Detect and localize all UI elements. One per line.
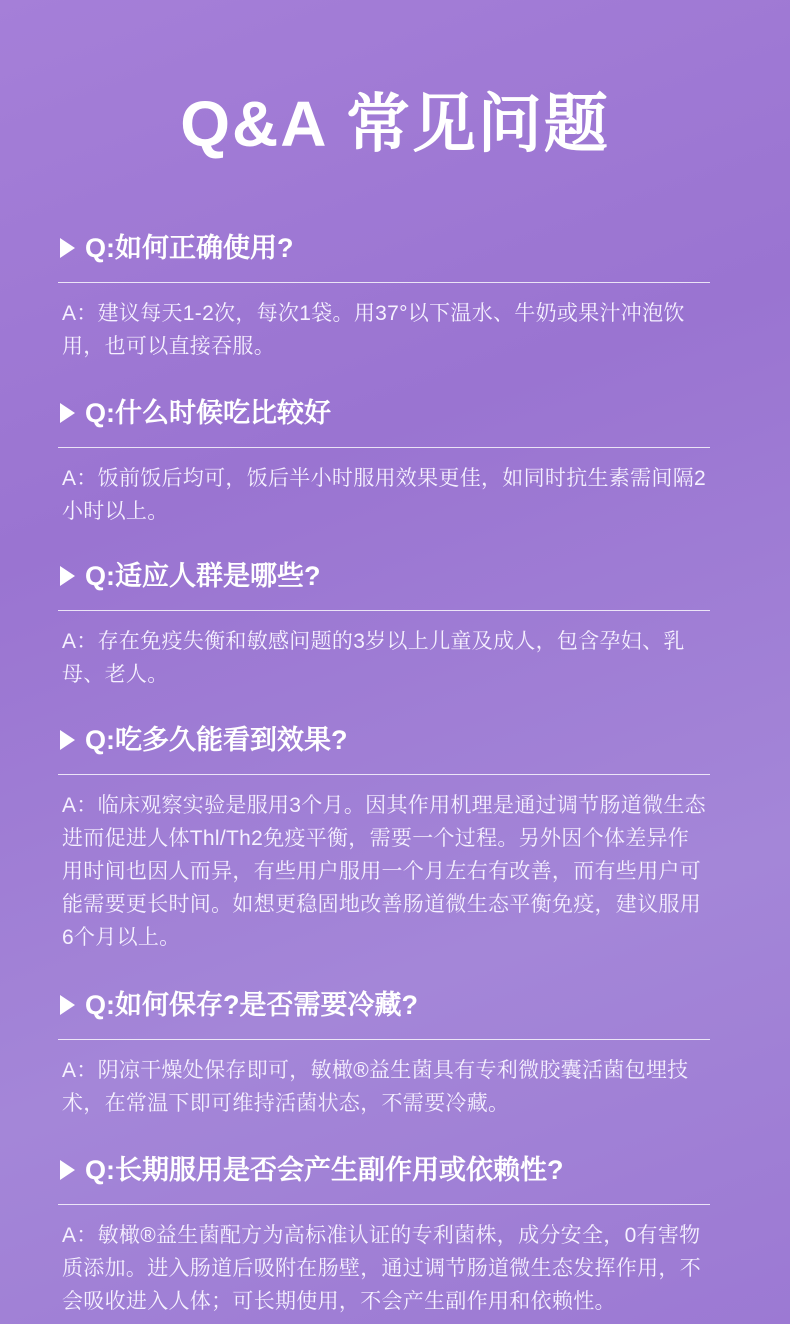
question-row [58,985,710,1025]
question-text: Q:长期服用是否会产生副作用或依赖性? [85,1155,564,1185]
divider [58,282,710,283]
question-row [58,1150,710,1190]
qa-item-side-effects [58,1150,710,1318]
answer-text: A：临床观察实验是服用3个月。因其作用机理是通过调节肠道微生态进而促进人体Thl/Th2免疫平衡，需要一个过程。另外因个体差异作用时间也因人而异，有些用户服用一个月左右有改善，而有些用户可能需要更长时间。如想更稳固地改善肠道微生态平衡免疫，建议服用6个月以上。 [62,794,706,949]
question-text: Q:如何保存?是否需要冷藏? [85,990,418,1020]
qa-item-storage [58,985,710,1120]
triangle-bullet-icon [60,995,75,1015]
qa-item-effect-time [58,720,710,954]
question-text: Q:适应人群是哪些? [85,561,321,591]
question-text: Q:如何正确使用? [85,233,294,263]
divider [58,774,710,775]
question-row [58,393,710,433]
question-text: Q:吃多久能看到效果? [85,725,348,755]
divider [58,447,710,448]
triangle-bullet-icon [60,730,75,750]
qa-item-audience [58,556,710,691]
divider [58,1204,710,1205]
triangle-bullet-icon [60,566,75,586]
question-row [58,720,710,760]
triangle-bullet-icon [60,238,75,258]
triangle-bullet-icon [60,1160,75,1180]
qa-item-timing [58,393,710,528]
answer-text: A：建议每天1-2次，每次1袋。用37°以下温水、牛奶或果汁冲泡饮用，也可以直接吞服。 [62,302,685,358]
question-row [58,228,710,268]
answer-text: A：饭前饭后均可，饭后半小时服用效果更佳，如同时抗生素需间隔2小时以上。 [62,467,706,523]
divider [58,610,710,611]
qa-item-usage [58,228,710,363]
triangle-bullet-icon [60,403,75,423]
answer-text: A：敏橄®益生菌配方为高标准认证的专利菌株，成分安全，0有害物质添加。进入肠道后吸附在肠壁，通过调节肠道微生态发挥作用，不会吸收进入人体；可长期使用，不会产生副作用和依赖性。 [62,1224,701,1313]
answer-text: A：存在免疫失衡和敏感问题的3岁以上儿童及成人，包含孕妇、乳母、老人。 [62,630,685,686]
page-title: Q&A 常见问题 [180,88,610,160]
question-text: Q:什么时候吃比较好 [85,398,331,428]
question-row [58,556,710,596]
divider [58,1039,710,1040]
answer-text: A：阴凉干燥处保存即可，敏橄®益生菌具有专利微胶囊活菌包埋技术，在常温下即可维持活菌状态，不需要冷藏。 [62,1059,689,1115]
